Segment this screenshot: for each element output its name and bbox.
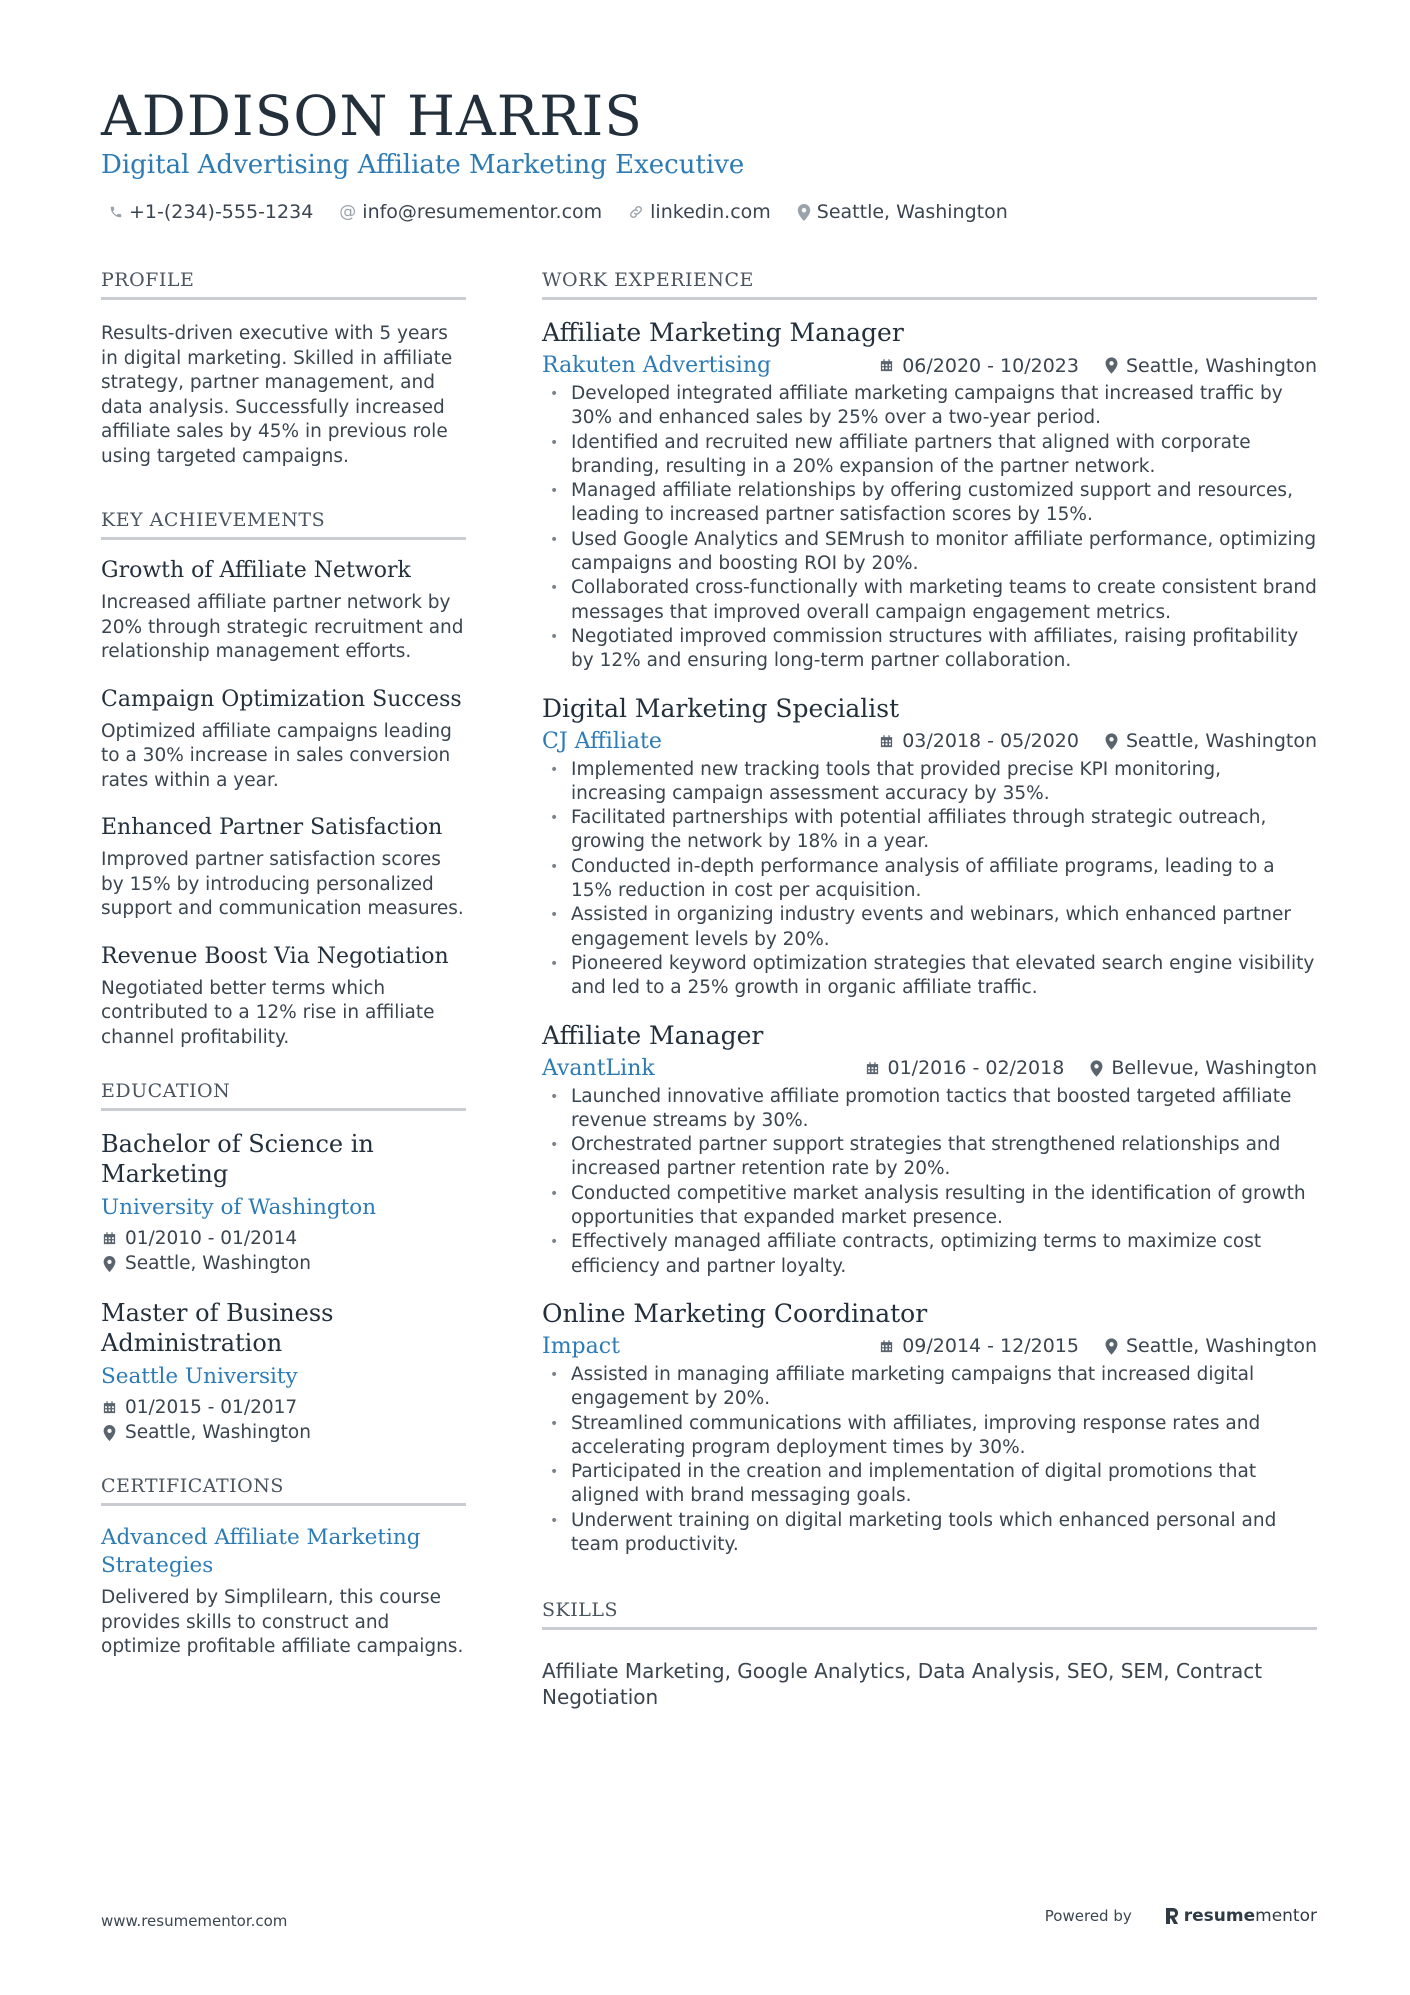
achievements-section: [101, 509, 466, 1050]
education-section: [101, 1080, 466, 1445]
education-item: [101, 1298, 466, 1445]
map-pin-icon: [797, 204, 811, 221]
job-bullet: • Identified and recruited new affiliate partners that aligned with corporate branding, resulting in a 20% expansion of the partner network.: [542, 431, 1317, 480]
job-location: Seattle, Washington: [1126, 730, 1317, 753]
calendar-icon: [879, 734, 894, 749]
company-name: CJ Affiliate: [542, 728, 662, 754]
education-item: [101, 1129, 466, 1276]
location-text: Seattle, Washington: [125, 1422, 311, 1443]
map-pin-icon: [101, 1256, 117, 1272]
job-bullet: • Negotiated improved commission structures with affiliates, raising profitability by 12% and ensuring long-term partner collaboration.: [542, 625, 1317, 674]
dates-text: 01/2010 - 01/2014: [125, 1228, 298, 1249]
location-text: Seattle, Washington: [816, 201, 1008, 223]
education-dates: [101, 1395, 466, 1420]
job-entry: [542, 694, 1317, 1001]
job-meta-row: [542, 729, 1317, 754]
achievement-title: Campaign Optimization Success: [101, 686, 462, 712]
job-bullet: • Effectively managed affiliate contracts, optimizing terms to maximize cost efficiency and partner loyalty.: [542, 1230, 1317, 1279]
job-dates: 01/2016 - 02/2018: [887, 1057, 1065, 1080]
job-meta: [865, 1057, 1318, 1079]
contact-bar: [109, 201, 1034, 223]
certification-title: Advanced Affiliate Marketing Strategies: [101, 1525, 421, 1578]
map-pin-icon: [1090, 1060, 1103, 1077]
job-bullet: • Used Google Analytics and SEMrush to monitor affiliate performance, optimizing campaigns and boosting ROI by 20%.: [542, 528, 1317, 577]
job-bullets: [542, 1085, 1317, 1279]
job-bullet: • Streamlined communications with affiliates, improving response rates and accelerating program deployment times by 30%.: [542, 1412, 1317, 1461]
company-name: AvantLink: [542, 1055, 655, 1081]
certification-item: [101, 1524, 466, 1660]
logo-mark-icon: [1164, 1906, 1180, 1926]
calendar-icon: [101, 1400, 117, 1415]
candidate-name: ADDISON HARRIS: [101, 84, 643, 148]
job-entry: [542, 318, 1317, 674]
job-location: Seattle, Washington: [1126, 1335, 1317, 1358]
job-bullet: • Underwent training on digital marketing tools which enhanced personal and team productivity.: [542, 1509, 1317, 1558]
company-name: Rakuten Advertising: [542, 353, 772, 378]
job-bullet: • Pioneered keyword optimization strategies that elevated search engine visibility and led to a 25% growth in organic affiliate traffic.: [542, 952, 1317, 1001]
job-bullet: • Implemented new tracking tools that provided precise KPI monitoring, increasing campaign assessment accuracy by 35%.: [542, 758, 1317, 807]
job-meta: [879, 1335, 1317, 1357]
job-bullet: • Collaborated cross-functionally with marketing teams to create consistent brand messages that improved overall campaign engagement metrics.: [542, 576, 1317, 625]
candidate-title: Digital Advertising Affiliate Marketing Executive: [101, 150, 745, 180]
email-text[interactable]: info@resumementor.com: [362, 201, 603, 223]
job-meta: [879, 355, 1317, 377]
powered-by-text: Powered by: [1044, 1907, 1132, 1925]
experience-heading: WORK EXPERIENCE: [542, 269, 1317, 300]
map-pin-icon: [101, 1425, 117, 1441]
contact-location: [797, 201, 1008, 223]
achievement-item: [101, 558, 466, 665]
achievement-item: [101, 944, 466, 1051]
profile-heading: PROFILE: [101, 269, 466, 300]
achievement-text: Improved partner satisfaction scores by 15% by introducing personalized support and communication measures.: [101, 849, 464, 919]
job-meta-row: [542, 353, 1317, 378]
calendar-icon: [879, 358, 894, 373]
job-bullet: • Conducted in-depth performance analysis of affiliate programs, leading to a 15% reduction in cost per acquisition.: [542, 855, 1317, 904]
right-column: [542, 269, 1317, 1710]
job-list: [542, 318, 1317, 1557]
achievements-heading: KEY ACHIEVEMENTS: [101, 509, 466, 540]
location-text: Seattle, Washington: [125, 1253, 311, 1274]
link-icon: [628, 204, 644, 220]
school-name: University of Washington: [101, 1195, 377, 1220]
job-bullet: • Managed affiliate relationships by offering customized support and resources, leading to increased partner satisfaction scores by 15%.: [542, 479, 1317, 528]
map-pin-icon: [1105, 1338, 1118, 1355]
job-title: Affiliate Marketing Manager: [542, 318, 904, 347]
brand-part-b: mentor: [1255, 1906, 1317, 1926]
achievement-title: Growth of Affiliate Network: [101, 558, 411, 583]
achievement-text: Negotiated better terms which contributed to a 12% rise in affiliate channel profitability.: [101, 977, 435, 1048]
skills-section: [542, 1599, 1317, 1710]
job-bullets: [542, 382, 1317, 674]
calendar-icon: [879, 1339, 894, 1354]
degree-title: Bachelor of Science in Marketing: [101, 1130, 374, 1188]
job-dates: 09/2014 - 12/2015: [902, 1335, 1079, 1358]
footer-brand: [1045, 1906, 1317, 1926]
job-title: Online Marketing Coordinator: [542, 1298, 928, 1328]
education-heading: EDUCATION: [101, 1080, 466, 1111]
skills-text: Affiliate Marketing, Google Analytics, Data Analysis, SEO, SEM, Contract Negotiation: [542, 1659, 1263, 1710]
job-entry: [542, 1299, 1317, 1557]
job-bullets: [542, 758, 1317, 1001]
school-name: Seattle University: [101, 1364, 298, 1389]
profile-text: Results-driven executive with 5 years in digital marketing. Skilled in affiliate strategy, partner management, and data analysis. Successfully increased affiliate sales by 45% in previous role using targeted campaigns.: [101, 323, 453, 467]
dates-text: 01/2015 - 01/2017: [125, 1397, 298, 1418]
phone-icon: [109, 205, 123, 219]
certifications-section: [101, 1475, 466, 1660]
achievement-text: Increased affiliate partner network by 20% through strategic recruitment and relationship management efforts.: [101, 592, 464, 662]
job-dates: 06/2020 - 10/2023: [902, 354, 1079, 377]
job-meta-row: [542, 1056, 1317, 1081]
map-pin-icon: [1105, 357, 1118, 374]
certifications-heading: CERTIFICATIONS: [101, 1475, 466, 1506]
job-location: Seattle, Washington: [1126, 354, 1317, 377]
job-bullet: • Assisted in organizing industry events and webinars, which enhanced partner engagement levels by 20%.: [542, 903, 1317, 952]
contact-phone: [109, 201, 313, 223]
job-title: Digital Marketing Specialist: [542, 693, 900, 723]
job-meta: [879, 730, 1317, 752]
profile-section: [101, 269, 466, 469]
achievement-item: [101, 815, 466, 922]
footer-website[interactable]: www.resumementor.com: [101, 1912, 288, 1930]
contact-linkedin[interactable]: [628, 201, 771, 223]
calendar-icon: [865, 1061, 880, 1076]
education-location: [101, 1420, 466, 1445]
company-name: Impact: [542, 1333, 620, 1359]
brand-part-a: resume: [1183, 1906, 1256, 1926]
calendar-icon: [101, 1231, 117, 1246]
job-dates: 03/2018 - 05/2020: [902, 730, 1079, 753]
education-dates: [101, 1226, 466, 1251]
job-bullet: • Conducted competitive market analysis resulting in the identification of growth opportunities that expanded market presence.: [542, 1182, 1317, 1231]
job-meta-row: [542, 1334, 1317, 1359]
job-title: Affiliate Manager: [542, 1020, 764, 1050]
experience-section: [542, 269, 1317, 1557]
resumementor-logo[interactable]: [1164, 1906, 1317, 1926]
job-bullet: • Facilitated partnerships with potential affiliates through strategic outreach, growing the network by 18% in a year.: [542, 806, 1317, 855]
degree-title: Master of Business Administration: [101, 1299, 334, 1357]
certification-text: Delivered by Simplilearn, this course provides skills to construct and optimize profitable affiliate campaigns.: [101, 1587, 464, 1657]
job-bullet: • Orchestrated partner support strategies that strengthened relationships and increased partner retention rate by 20%.: [542, 1133, 1317, 1182]
at-icon: @: [339, 202, 357, 222]
skills-heading: SKILLS: [542, 1599, 1317, 1630]
job-location: Bellevue, Washington: [1111, 1057, 1317, 1080]
linkedin-text[interactable]: linkedin.com: [650, 201, 771, 223]
phone-text: +1-(234)-555-1234: [129, 201, 314, 223]
education-location: [101, 1251, 466, 1276]
left-column: [101, 269, 466, 1660]
achievement-title: Enhanced Partner Satisfaction: [101, 815, 443, 840]
job-entry: [542, 1021, 1317, 1279]
job-bullets: [542, 1363, 1317, 1557]
job-bullet: • Developed integrated affiliate marketing campaigns that increased traffic by 30% and enhanced sales by 25% over a two-year period.: [542, 382, 1317, 431]
map-pin-icon: [1105, 733, 1118, 750]
achievement-text: Optimized affiliate campaigns leading to a 30% increase in sales conversion rates within a year.: [101, 720, 452, 791]
achievement-item: [101, 687, 466, 794]
job-bullet: • Launched innovative affiliate promotion tactics that boosted targeted affiliate revenue streams by 30%.: [542, 1085, 1317, 1134]
achievement-title: Revenue Boost Via Negotiation: [101, 943, 449, 969]
job-bullet: • Assisted in managing affiliate marketing campaigns that increased digital engagement by 20%.: [542, 1363, 1317, 1412]
job-bullet: • Participated in the creation and implementation of digital promotions that aligned with brand messaging goals.: [542, 1460, 1317, 1509]
contact-email[interactable]: [339, 201, 602, 223]
